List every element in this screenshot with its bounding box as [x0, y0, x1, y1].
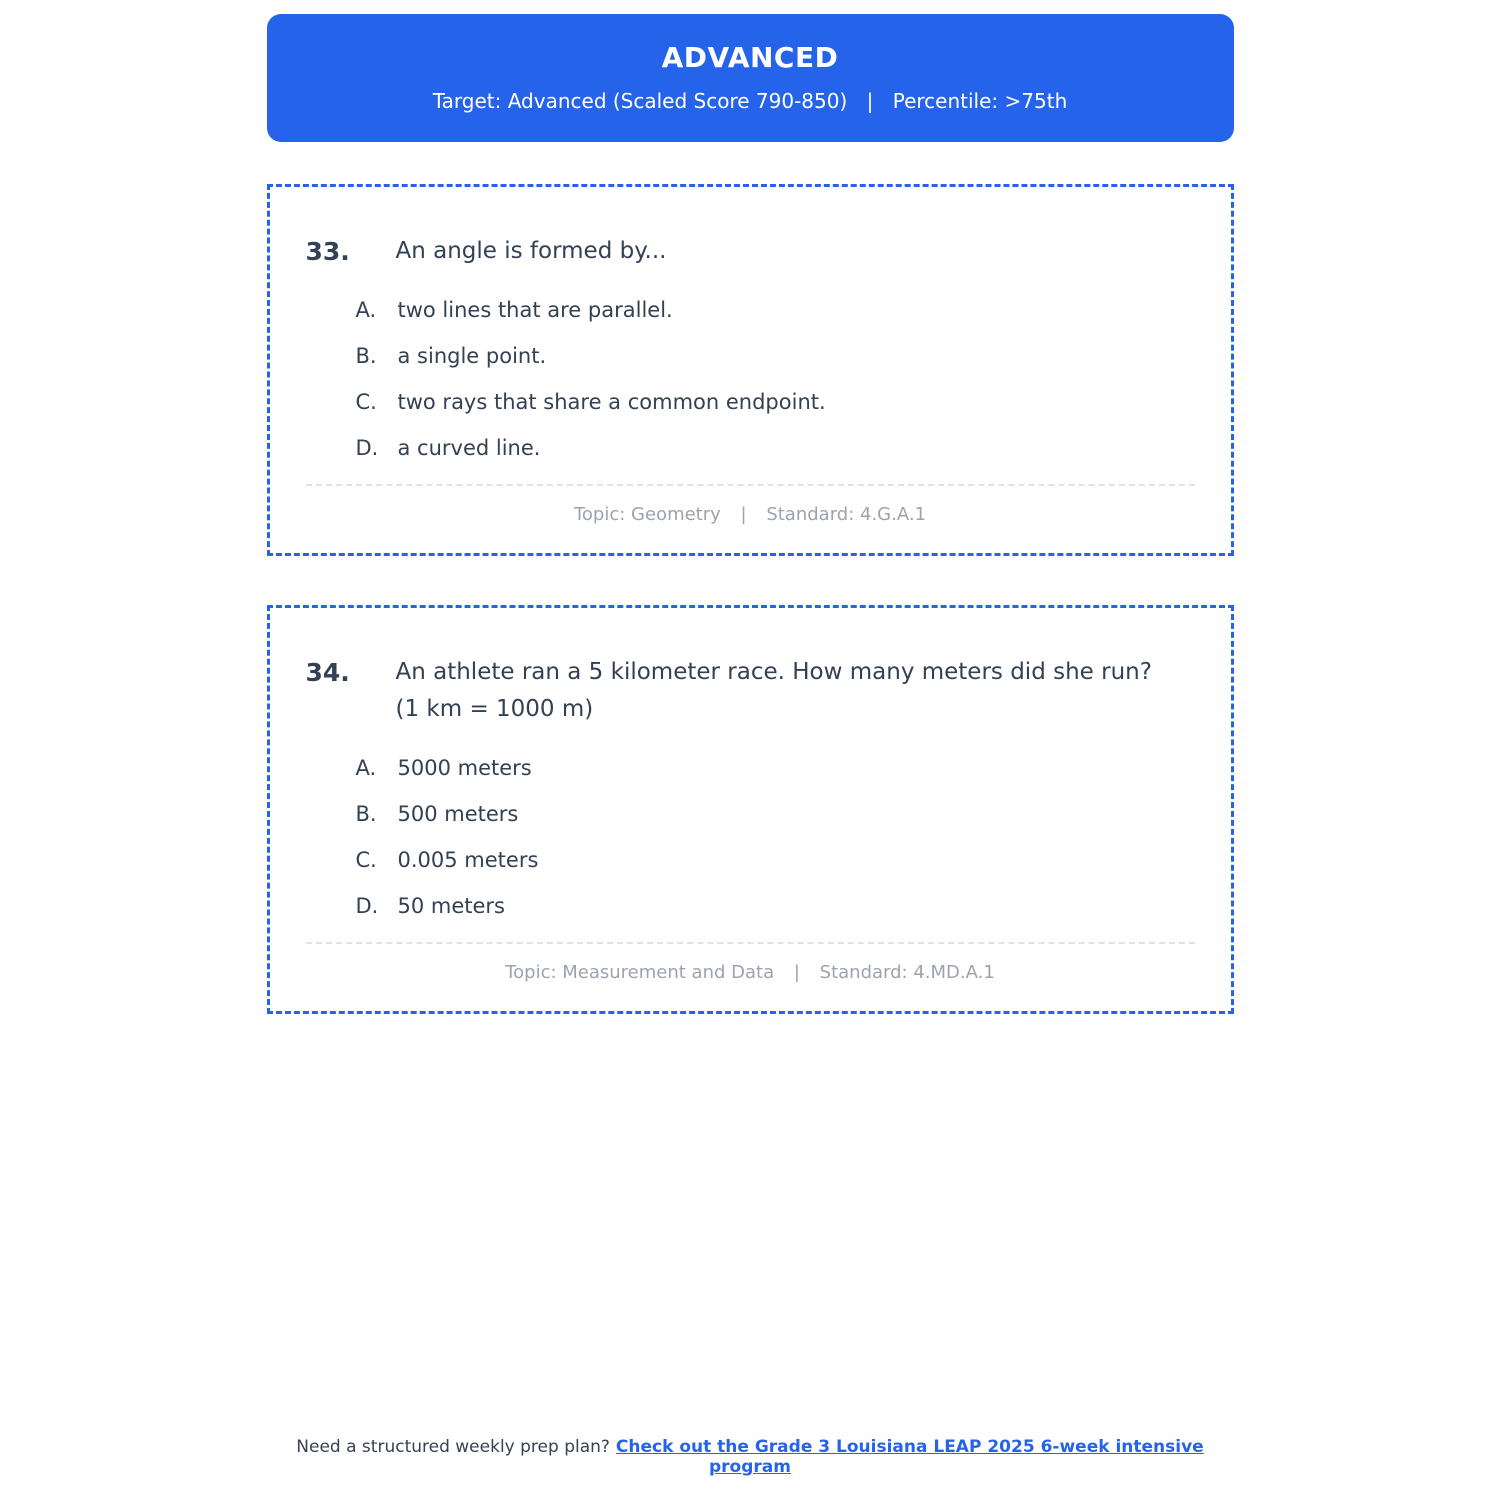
standard-label: Standard: 4.G.A.1: [766, 504, 927, 525]
option-b: [356, 804, 1195, 825]
option-c: [356, 850, 1195, 871]
question-row: [306, 654, 1195, 728]
option-text: 500 meters: [397, 802, 519, 826]
option-letter: D.: [355, 894, 379, 918]
option-letter: C.: [355, 390, 377, 414]
footer-text: Need a structured weekly prep plan?: [296, 1437, 610, 1457]
meta-separator: |: [793, 962, 800, 983]
question-number: 33.: [305, 237, 350, 266]
option-letter: A.: [355, 756, 377, 780]
option-text: 50 meters: [397, 894, 506, 918]
question-meta: [306, 504, 1195, 525]
content-column: [267, 14, 1234, 1500]
footer: [267, 1437, 1234, 1500]
topic-label: Topic: Measurement and Data: [505, 962, 775, 983]
question-text-line: (1 km = 1000 m): [395, 696, 594, 722]
option-a: [356, 300, 1195, 321]
topic-label: Topic: Geometry: [573, 504, 721, 525]
option-letter: D.: [355, 436, 379, 460]
target-score-label: Target: Advanced (Scaled Score 790-850): [432, 89, 848, 113]
footer-program-link[interactable]: Check out the Grade 3 Louisiana LEAP 2025 6-week intensive program: [615, 1437, 1204, 1477]
option-d: [356, 438, 1195, 459]
option-letter: C.: [355, 848, 377, 872]
option-b: [356, 346, 1195, 367]
option-text: 5000 meters: [397, 756, 532, 780]
question-meta: [306, 962, 1195, 983]
option-text: two rays that share a common endpoint.: [397, 390, 826, 414]
option-text: a single point.: [397, 344, 547, 368]
level-subtitle: [287, 89, 1214, 113]
meta-divider: [306, 942, 1195, 944]
option-text: two lines that are parallel.: [397, 298, 673, 322]
option-a: [356, 758, 1195, 779]
option-letter: A.: [355, 298, 377, 322]
level-banner: [267, 14, 1234, 142]
level-title: ADVANCED: [661, 41, 839, 74]
question-text-line: An angle is formed by...: [395, 238, 667, 264]
question-row: [306, 233, 1195, 270]
standard-label: Standard: 4.MD.A.1: [819, 962, 995, 983]
option-text: a curved line.: [397, 436, 541, 460]
options-list: [356, 300, 1195, 459]
question-text: [396, 654, 1152, 728]
option-c: [356, 392, 1195, 413]
subtitle-separator: |: [866, 89, 874, 113]
options-list: [356, 758, 1195, 917]
percentile-label: Percentile: >75th: [892, 89, 1068, 113]
question-text: [396, 233, 667, 270]
option-d: [356, 896, 1195, 917]
option-letter: B.: [355, 802, 377, 826]
question-card-33: [267, 184, 1234, 556]
option-text: 0.005 meters: [397, 848, 539, 872]
question-number: 34.: [305, 658, 350, 687]
meta-divider: [306, 484, 1195, 486]
question-text-line: An athlete ran a 5 kilometer race. How many meters did she run?: [395, 659, 1152, 685]
meta-separator: |: [740, 504, 747, 525]
question-card-34: [267, 605, 1234, 1014]
option-letter: B.: [355, 344, 377, 368]
